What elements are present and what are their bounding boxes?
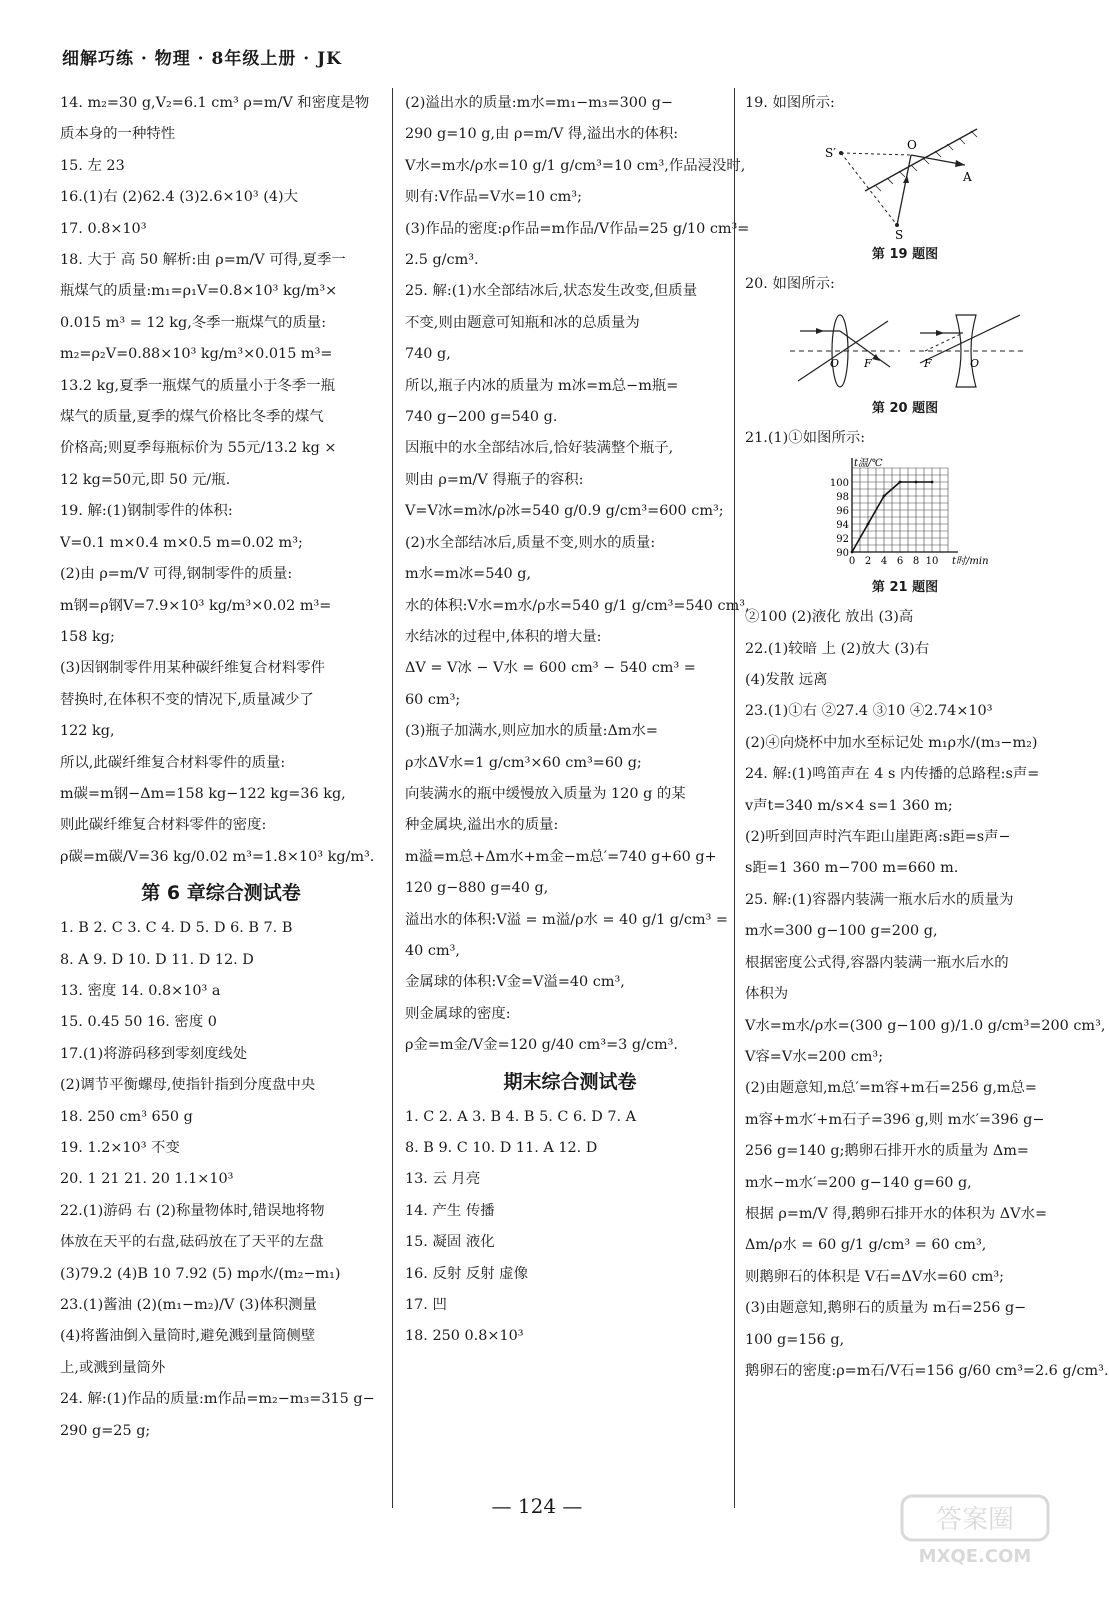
answer-line: (3)79.2 (4)B 10 7.92 (5) mρ水/(m₂−m₁): [60, 1265, 341, 1282]
answer-line: 8. B 9. C 10. D 11. A 12. D: [405, 1140, 598, 1156]
answer-line: V容=V水=200 cm³;: [745, 1048, 884, 1065]
answer-line: 25. 解:(1)容器内装满一瓶水后水的质量为: [745, 891, 1014, 908]
answers-chapter6: [60, 913, 382, 1447]
label-f-left: F: [864, 356, 872, 370]
x-tick-label: 4: [880, 556, 888, 568]
answer-line: m₂=ρ₂V=0.88×10³ kg/m³×0.015 m³=: [60, 346, 333, 363]
label-s-prime: S′: [825, 146, 836, 161]
column-middle: [392, 88, 750, 1508]
answer-line: 15. 凝固 液化: [405, 1234, 495, 1251]
y-tick-label: 96: [836, 506, 849, 518]
answer-line: 17. 凹: [405, 1297, 447, 1314]
answer-line: 2.5 g/cm³.: [405, 252, 479, 269]
answer-line: m水=300 g−100 g=200 g,: [745, 923, 938, 940]
answer-line: 16.(1)右 (2)62.4 (3)2.6×10³ (4)大: [60, 189, 298, 206]
answer-line: V水=m水/ρ水=10 g/1 g/cm³=10 cm³,作品浸没时,: [405, 157, 746, 174]
answer-line: 12 kg=50元,即 50 元/瓶.: [60, 471, 231, 488]
answer-line: ρ水ΔV水=1 g/cm³×60 cm³=60 g;: [405, 754, 642, 771]
answer-line: 金属球的体积:V金=V溢=40 cm³,: [405, 974, 625, 991]
virtual-ray: [841, 153, 911, 155]
figure-21-temperature-chart: [820, 456, 990, 572]
answer-line: 水的体积:V水=m水/ρ水=540 g/1 g/cm³=540 cm³,: [405, 597, 750, 614]
x-tick-label: 10: [925, 556, 939, 568]
answer-line: 13.2 kg,夏季一瓶煤气的质量小于冬季一瓶: [60, 377, 335, 394]
answer-line: s距=1 360 m−700 m=660 m.: [745, 860, 959, 877]
label-f-right: F: [924, 356, 932, 370]
answer-line: 19. 1.2×10³ 不变: [60, 1140, 180, 1156]
answer-line: 18. 250 cm³ 650 g: [60, 1108, 193, 1125]
data-point: [883, 495, 886, 498]
answer-line: v声t=340 m/s×4 s=1 360 m;: [745, 797, 953, 814]
label-s: S: [895, 228, 904, 243]
section-title-chapter6: 第 6 章综合测试卷: [141, 882, 301, 905]
svg-text:MXQE.COM: MXQE.COM: [918, 1546, 1032, 1567]
answer-line: 15. 0.45 50 16. 密度 0: [60, 1014, 217, 1031]
mirror-line: [865, 129, 977, 191]
answer-line: 1. C 2. A 3. B 4. B 5. C 6. D 7. A: [405, 1108, 637, 1125]
x-tick-label: 0: [848, 556, 856, 568]
fig19-caption: 第 19 题图: [871, 247, 939, 263]
answer-line: 鹅卵石的密度:ρ=m石/V石=156 g/60 cm³=2.6 g/cm³.: [745, 1362, 1109, 1379]
answer-line: (3)由题意知,鹅卵石的质量为 m石=256 g−: [745, 1300, 1027, 1317]
answer-line: 256 g=140 g;鹅卵石排开水的质量为 Δm=: [745, 1143, 1029, 1160]
answer-line: 水结冰的过程中,体积的增大量:: [405, 628, 602, 645]
y-tick-label: 100: [829, 478, 849, 490]
answer-line: ΔV = V冰 − V水 = 600 cm³ − 540 cm³ =: [405, 660, 696, 677]
answer-line: 所以,此碳纤维复合材料零件的质量:: [60, 754, 286, 771]
figure-19-reflection: [805, 121, 1005, 243]
answer-line: 1. B 2. C 3. C 4. D 5. D 6. B 7. B: [60, 920, 293, 937]
answer-line: (2)由题意知,m总′=m容+m石=256 g,m总=: [745, 1080, 1037, 1097]
answer-line: 则有:V作品=V水=10 cm³;: [405, 189, 582, 206]
answer-line: V水=m水/ρ水=(300 g−100 g)/1.0 g/cm³=200 cm³,: [745, 1017, 1106, 1034]
answer-line: 13. 云 月亮: [405, 1171, 481, 1188]
answer-line: 根据 ρ=m/V 得,鹅卵石排开水的体积为 ΔV水=: [745, 1205, 1048, 1222]
q20-text: [745, 269, 1065, 300]
x-tick-label: 2: [864, 556, 872, 568]
page-header: 细解巧练 · 物理 · 8年级上册 · JK: [62, 49, 342, 69]
answer-line: 根据密度公式得,容器内装满一瓶水后水的: [745, 954, 1009, 971]
answer-line: (2)调节平衡螺母,使指针指到分度盘中央: [60, 1077, 316, 1094]
answer-line: 40 cm³,: [405, 942, 460, 959]
answer-line: 23.(1)酱油 (2)(m₁−m₂)/V (3)体积测量: [60, 1297, 317, 1314]
answer-line: 因瓶中的水全部结冰后,恰好装满整个瓶子,: [405, 440, 674, 457]
label-a: A: [963, 170, 972, 185]
figure-20-lenses: [780, 303, 1030, 393]
answer-line: ρ碳=m碳/V=36 kg/0.02 m³=1.8×10³ kg/m³.: [60, 848, 375, 865]
answer-line: 60 cm³;: [405, 691, 461, 708]
answer-line: 120 g−880 g=40 g,: [405, 880, 549, 897]
answer-line: 23.(1)①右 ②27.4 ③10 ④2.74×10³: [745, 703, 993, 720]
answer-line: m容+m水′+m石子=396 g,则 m水′=396 g−: [745, 1111, 1045, 1128]
answer-line: 17.(1)将游码移到零刻度线处: [60, 1045, 248, 1062]
answer-line: 21.(1)①如图所示:: [745, 429, 866, 446]
x-tick-label: 8: [912, 556, 920, 568]
answer-line: 740 g,: [405, 346, 451, 363]
answer-line: (3)因钢制零件用某种碳纤维复合材料零件: [60, 660, 326, 677]
answer-line: (3)作品的密度:ρ作品=m作品/V作品=25 g/10 cm³=: [405, 220, 750, 237]
fig21-caption: 第 21 题图: [871, 580, 939, 596]
answer-line: 25. 解:(1)水全部结冰后,状态发生改变,但质量: [405, 283, 698, 300]
answer-line: 不变,则由题意可知瓶和冰的总质量为: [405, 314, 640, 331]
answer-line: m水=m冰=540 g,: [405, 566, 532, 583]
fig20-caption: 第 20 题图: [871, 400, 939, 416]
answers-final-continued: [745, 602, 1109, 1387]
answer-line: (2)溢出水的质量:m水=m₁−m₃=300 g−: [405, 95, 673, 111]
answer-line: 价格高;则夏季每瓶标价为 55元/13.2 kg ×: [60, 440, 337, 457]
answer-line: 20. 1 21 21. 20 1.1×10³: [60, 1171, 234, 1188]
answer-line: Δm/ρ水 = 60 g/1 g/cm³ = 60 cm³,: [745, 1237, 987, 1254]
answer-line: 24. 解:(1)鸣笛声在 4 s 内传播的总路程:s声=: [745, 766, 1040, 783]
answer-line: 煤气的质量,夏季的煤气价格比冬季的煤气: [60, 409, 324, 426]
answer-line: 0.015 m³ = 12 kg,冬季一瓶煤气的质量:: [60, 314, 327, 331]
answer-line: 8. A 9. D 10. D 11. D 12. D: [60, 951, 254, 968]
answer-line: (2)由 ρ=m/V 可得,钢制零件的质量:: [60, 566, 293, 583]
answer-line: (4)将酱油倒入量筒时,避免溅到量筒侧壁: [60, 1328, 316, 1345]
answer-line: (2)④向烧杯中加水至标记处 m₁ρ水/(m₃−m₂): [745, 734, 1038, 751]
answers-final: [405, 1102, 735, 1353]
answer-line: 22.(1)较暗 上 (2)放大 (3)右: [745, 640, 930, 657]
answer-line: 18. 250 0.8×10³: [405, 1328, 524, 1345]
answer-line: 则此碳纤维复合材料零件的密度:: [60, 817, 267, 834]
q19-text: [745, 88, 1065, 119]
answer-line: m钢=ρ钢V=7.9×10³ kg/m³×0.02 m³=: [60, 597, 332, 614]
answer-line: 14. m₂=30 g,V₂=6.1 cm³ ρ=m/V 和密度是物: [60, 95, 370, 111]
y-tick-label: 92: [836, 534, 849, 546]
answer-line: 则金属球的密度:: [405, 1005, 511, 1022]
answer-line: m碳=m钢−Δm=158 kg−122 kg=36 kg,: [60, 785, 346, 802]
answer-line: 22.(1)游码 右 (2)称量物体时,错误地将物: [60, 1202, 325, 1219]
label-o-left: O: [830, 356, 840, 370]
answer-line: 则鹅卵石的体积是 V石=ΔV水=60 cm³;: [745, 1268, 1004, 1285]
answer-line: 瓶煤气的质量:m₁=ρ₁V=0.8×10³ kg/m³×: [60, 283, 338, 300]
data-point: [867, 523, 870, 526]
label-o-right: O: [970, 356, 980, 370]
column-right: [734, 88, 1109, 1508]
answer-line: 16. 反射 反射 虚像: [405, 1265, 528, 1282]
answer-line: 290 g=10 g,由 ρ=m/V 得,溢出水的体积:: [405, 126, 679, 143]
answer-line: 740 g−200 g=540 g.: [405, 409, 558, 426]
answer-line: ρ金=m金/V金=120 g/40 cm³=3 g/cm³.: [405, 1037, 678, 1054]
answer-line: 则由 ρ=m/V 得瓶子的容积:: [405, 471, 584, 488]
svg-text:答案圈: 答案圈: [935, 1505, 1015, 1535]
answer-line: 24. 解:(1)作品的质量:m作品=m₂−m₃=315 g−: [60, 1391, 375, 1408]
y-tick-label: 94: [836, 520, 849, 532]
column-left: [60, 88, 382, 1447]
answer-line: 19. 如图所示:: [745, 95, 835, 111]
answer-line: 13. 密度 14. 0.8×10³ a: [60, 982, 221, 999]
answer-line: (4)发散 远离: [745, 672, 828, 689]
answer-line: 18. 大于 高 50 解析:由 ρ=m/V 可得,夏季一: [60, 252, 346, 269]
answer-line: 15. 左 23: [60, 157, 125, 174]
answer-line: ②100 (2)液化 放出 (3)高: [745, 609, 914, 626]
answer-line: (3)瓶子加满水,则应加水的质量:Δm水=: [405, 723, 658, 740]
incident-ray: [897, 155, 911, 225]
x-axis-label: t时/min: [952, 556, 989, 568]
data-point: [915, 481, 918, 484]
x-tick-label: 6: [896, 556, 904, 568]
answer-line: 替换时,在体积不变的情况下,质量减少了: [60, 691, 314, 708]
data-point: [899, 481, 902, 484]
answer-line: 溢出水的体积:V溢 = m溢/ρ水 = 40 g/1 g/cm³ =: [405, 911, 728, 928]
answer-line: 100 g=156 g,: [745, 1331, 845, 1348]
answer-line: 向装满水的瓶中缓慢放入质量为 120 g 的某: [405, 785, 686, 802]
answer-line: 17. 0.8×10³: [60, 220, 147, 237]
label-o: O: [907, 138, 917, 153]
answer-line: (2)听到回声时汽车距山崖距离:s距=s声−: [745, 829, 1011, 846]
data-point: [931, 481, 934, 484]
answer-line: 290 g=25 g;: [60, 1422, 151, 1439]
answer-line: V=0.1 m×0.4 m×0.5 m=0.02 m³;: [60, 534, 303, 551]
answer-line: 体积为: [745, 986, 789, 1003]
answer-line: 14. 产生 传播: [405, 1202, 495, 1219]
y-tick-label: 98: [836, 492, 849, 504]
answer-line: V=V冰=m冰/ρ冰=540 g/0.9 g/cm³=600 cm³;: [405, 503, 724, 520]
data-point: [851, 551, 854, 554]
answer-line: 体放在天平的右盘,砝码放在了天平的左盘: [60, 1234, 324, 1251]
watermark-logo: [900, 1494, 1050, 1572]
answer-line: 所以,瓶子内冰的质量为 m冰=m总−m瓶=: [405, 377, 679, 394]
y-axis-label: t温/℃: [854, 458, 883, 470]
answer-line: 122 kg,: [60, 723, 115, 740]
answers-chapter5-continued: [60, 88, 382, 873]
answer-line: 20. 如图所示:: [745, 276, 835, 293]
answer-line: 质本身的一种特性: [60, 126, 176, 143]
answer-line: m溢=m总+Δm水+m金−m总′=740 g+60 g+: [405, 848, 717, 865]
answer-line: 158 kg;: [60, 628, 115, 645]
answer-line: 19. 解:(1)钢制零件的体积:: [60, 503, 233, 520]
answer-line: (2)水全部结冰后,质量不变,则水的质量:: [405, 534, 656, 551]
answers-chapter6-continued: [405, 88, 750, 1062]
answer-line: 上,或溅到量筒外: [60, 1359, 166, 1376]
answer-line: m水−m水′=200 g−140 g=60 g,: [745, 1174, 972, 1191]
q21-text: [745, 423, 1065, 454]
section-title-final: 期末综合测试卷: [503, 1070, 637, 1093]
answer-line: 种金属块,溢出水的质量:: [405, 817, 559, 834]
y-tick-label: 90: [836, 548, 849, 560]
page-number: — 124 —: [491, 1494, 583, 1518]
